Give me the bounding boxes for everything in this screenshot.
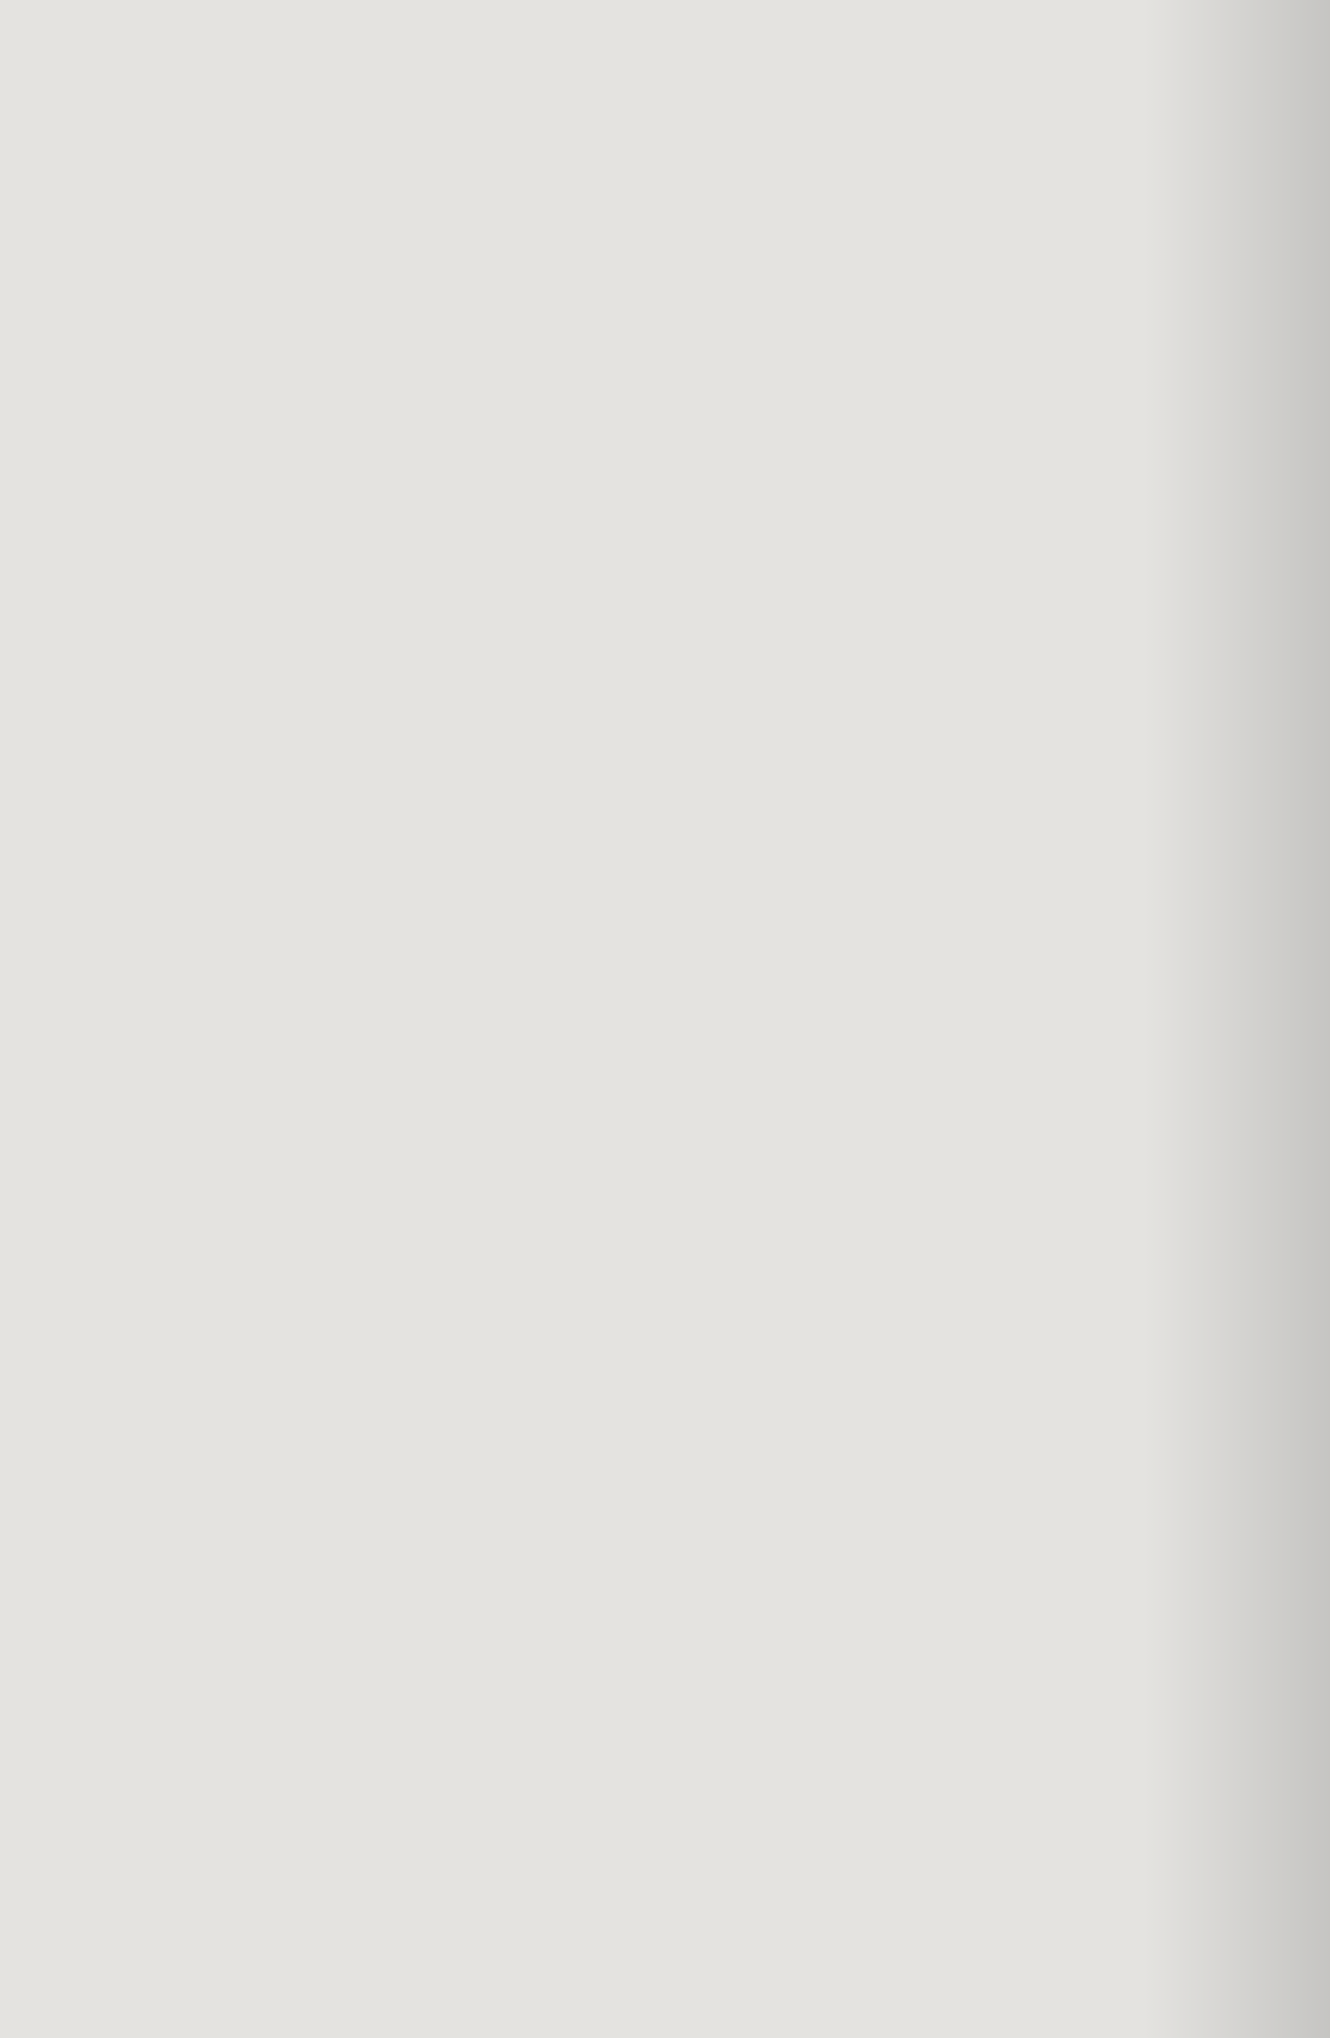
running-head xyxy=(463,186,501,215)
